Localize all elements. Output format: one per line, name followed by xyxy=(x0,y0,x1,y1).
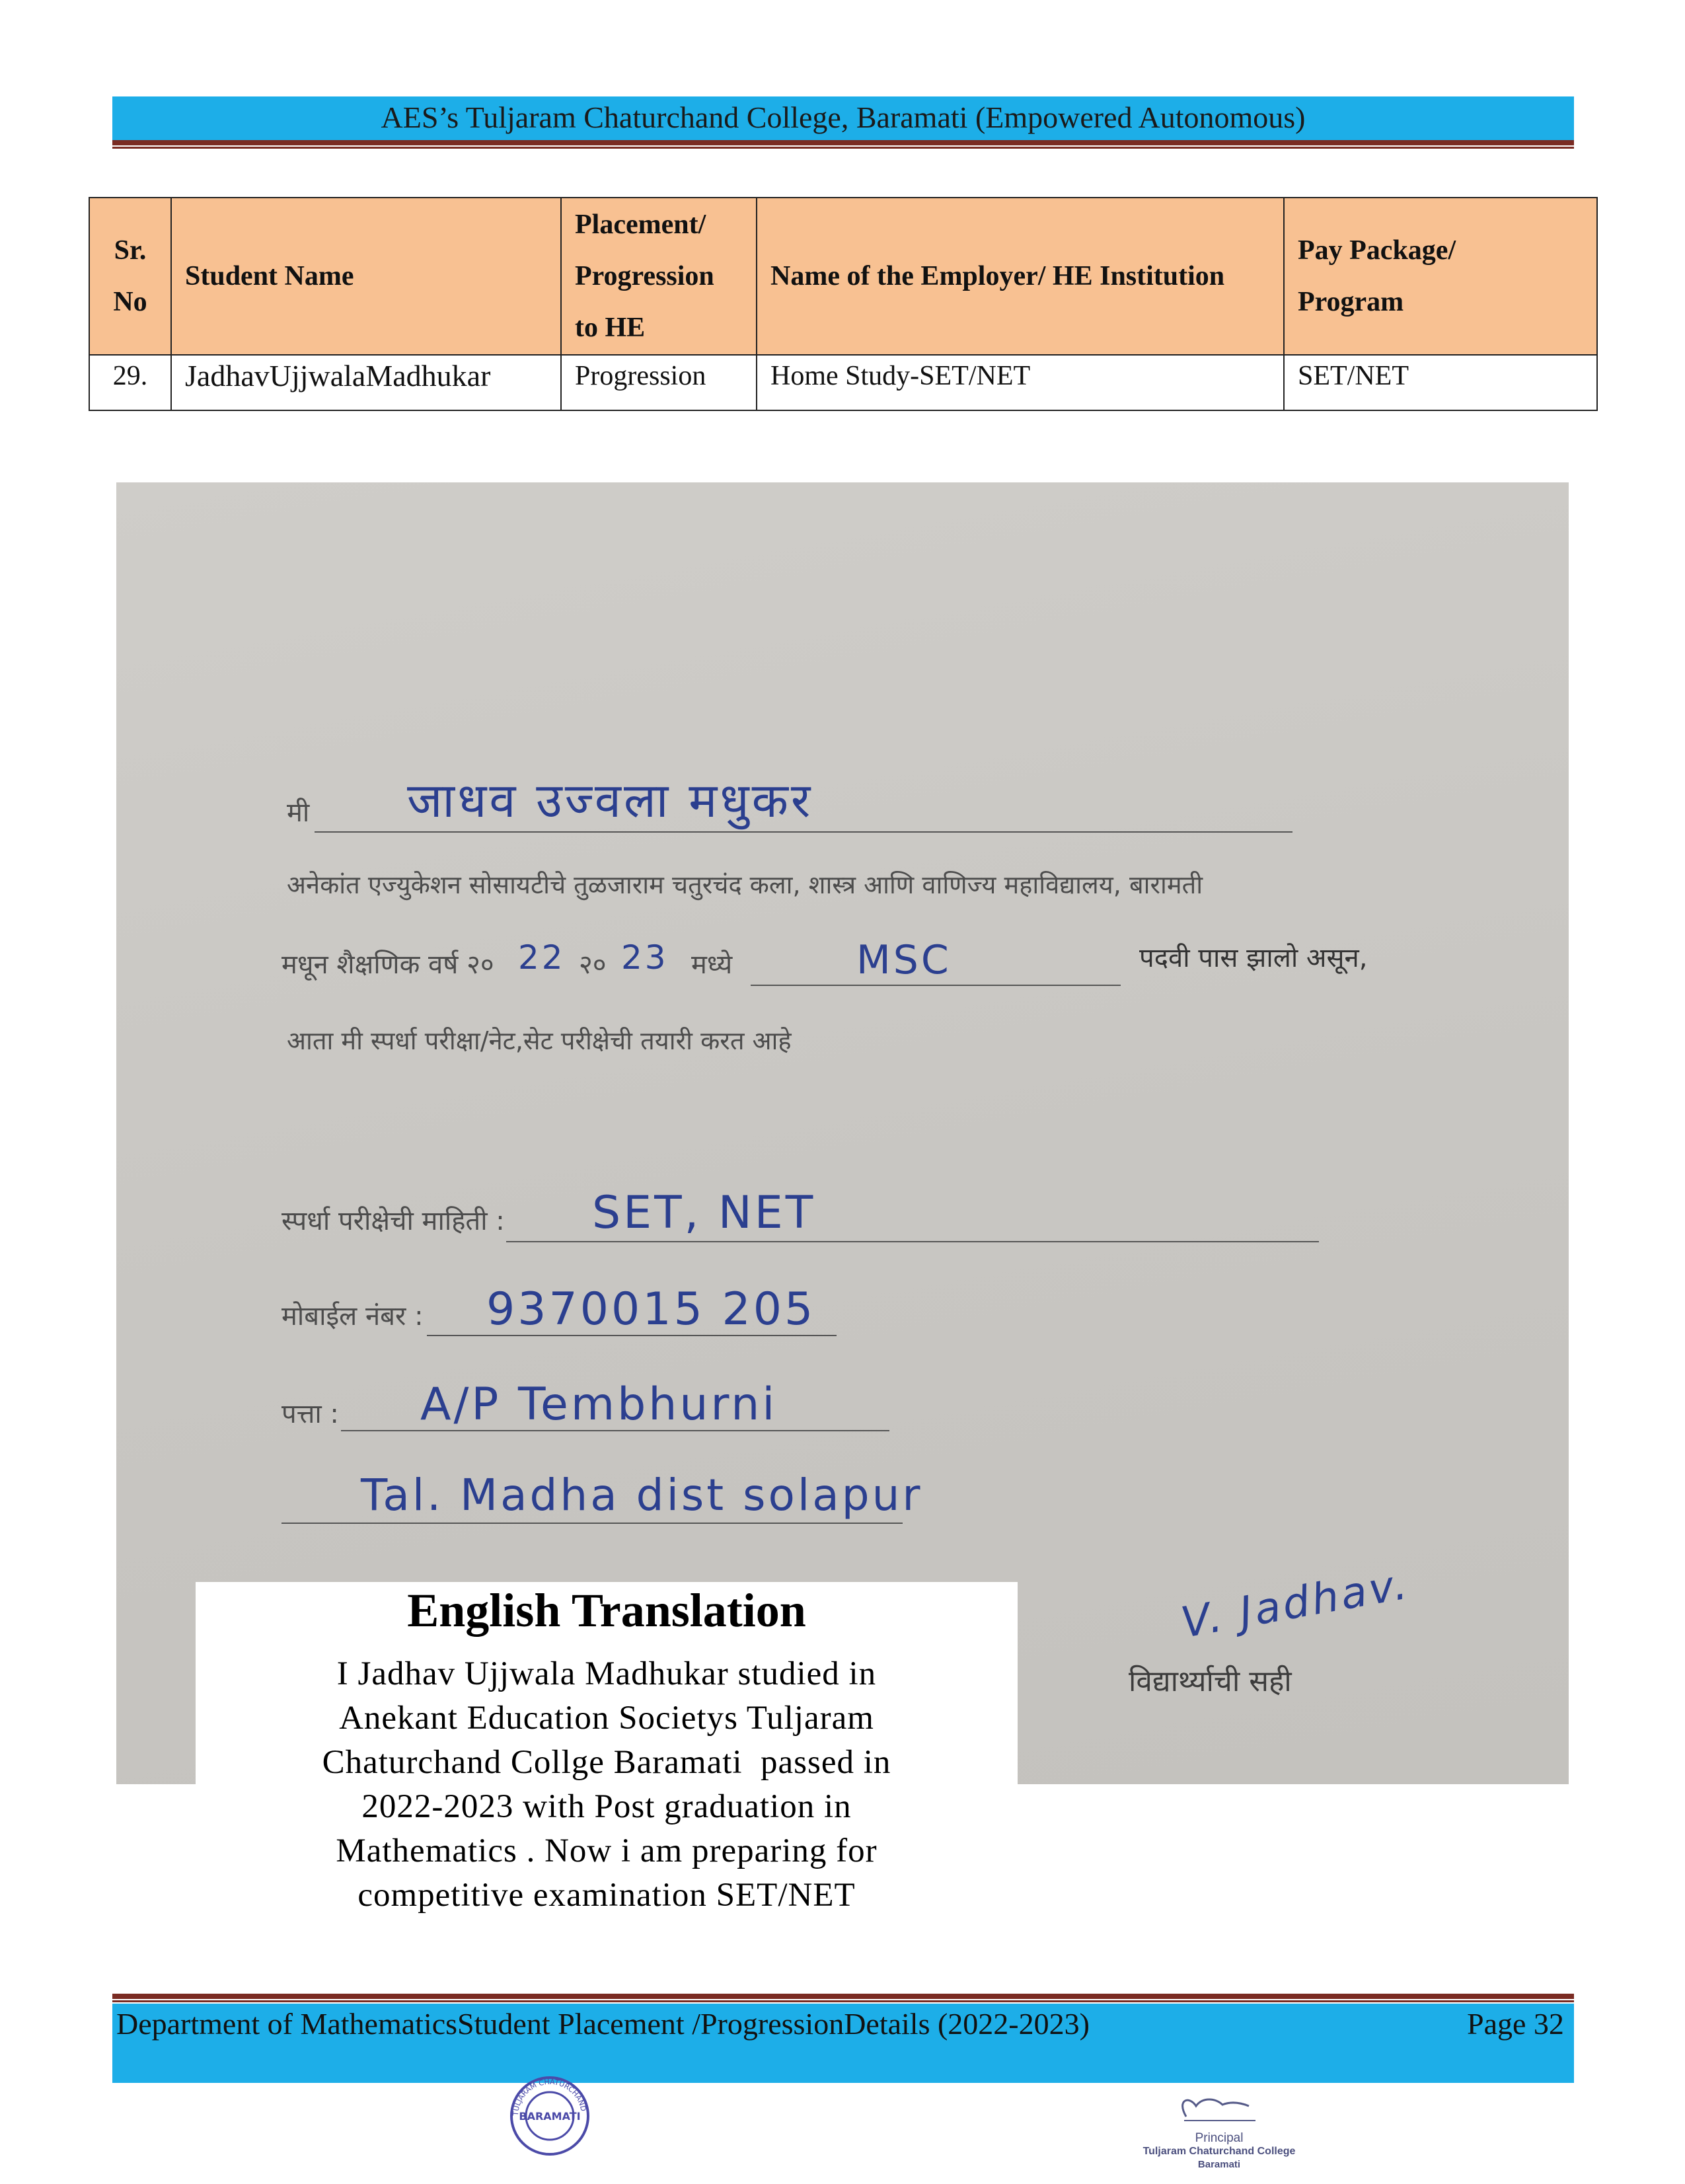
footer-department: Department of MathematicsStudent Placement /ProgressionDetails (2022-2023) xyxy=(116,2007,1090,2041)
translation-title: English Translation xyxy=(407,1584,806,1637)
handwritten-degree: MSC xyxy=(856,937,952,983)
header-title: AES’s Tuljaram Chaturchand College, Baramati (Empowered Autonomous) xyxy=(381,100,1306,134)
form-underline xyxy=(506,1241,1319,1242)
header-rule xyxy=(112,140,1574,145)
translation-line: I Jadhav Ujjwala Madhukar studied in xyxy=(336,1655,877,1692)
form-underline xyxy=(281,1523,903,1524)
signature-label: विद्यार्थ्याची सही xyxy=(1129,1665,1292,1698)
form-prefix-label: मी xyxy=(287,798,310,828)
translation-body xyxy=(196,1652,1018,1918)
translation-line: Mathematics . Now i am preparing for xyxy=(336,1832,878,1869)
handwritten-mobile: 9370015 205 xyxy=(486,1283,816,1336)
handwritten-address-2: Tal. Madha dist solapur xyxy=(361,1470,923,1521)
translation-line: Anekant Education Societys Tuljaram xyxy=(339,1700,874,1737)
table-header-row xyxy=(89,198,1597,355)
form-year-mid: २० xyxy=(579,950,607,980)
translation-line: 2022-2023 with Post graduation in xyxy=(361,1788,852,1825)
form-underline xyxy=(315,831,1292,833)
cell-placement: Progression xyxy=(561,355,757,410)
header-employer: Name of the Employer/ HE Institution xyxy=(757,198,1284,355)
form-underline xyxy=(751,985,1121,986)
principal-stamp xyxy=(1123,2091,1315,2181)
form-college-line: अनेकांत एज्युकेशन सोसायटीचे तुळजाराम चतुरचंद कला, शास्त्र आणि वाणिज्य महाविद्यालय, बारामती xyxy=(287,870,1203,899)
form-preparing-line: आता मी स्पर्धा परीक्षा/नेट,सेट परीक्षेची तयारी करत आहे xyxy=(287,1026,792,1055)
handwritten-exam: SET, NET xyxy=(592,1187,816,1239)
form-exam-label: स्पर्धा परीक्षेची माहिती : xyxy=(281,1206,505,1236)
svg-text:BARAMATI: BARAMATI xyxy=(519,2110,581,2123)
college-seal xyxy=(509,2075,591,2157)
header-placement: Placement/ Progression to HE xyxy=(561,198,757,355)
cell-employer: Home Study-SET/NET xyxy=(757,355,1284,410)
form-degree-suffix: पदवी पास झालो असून, xyxy=(1139,943,1368,973)
form-mobile-label: मोबाईल नंबर : xyxy=(281,1301,424,1332)
svg-text:TULJARAM CHATURCHAND COLLEGE: TULJARAM CHATURCHAND xyxy=(511,2077,588,2117)
header-student-name: Student Name xyxy=(171,198,561,355)
principal-title: Principal xyxy=(1195,2131,1244,2145)
form-address-label: पत्ता : xyxy=(281,1399,339,1429)
handwritten-year-to: 23 xyxy=(621,938,669,977)
cell-sr: 29. xyxy=(89,355,171,410)
translation-line: Chaturchand Collge Baramati passed in xyxy=(322,1744,891,1781)
principal-city: Baramati xyxy=(1197,2159,1241,2170)
footer-rule-thin xyxy=(112,2000,1574,2002)
page-number: Page 32 xyxy=(1467,2007,1564,2041)
placement-table xyxy=(89,197,1598,411)
header-pay-package: Pay Package/ Program xyxy=(1284,198,1597,355)
handwritten-name: जाधव उज्वला मधुकर xyxy=(407,772,813,828)
student-signature: V. Jadhav. xyxy=(1178,1560,1413,1648)
translation-line: competitive examination SET/NET xyxy=(357,1877,856,1914)
handwritten-year-from: 22 xyxy=(518,938,566,977)
handwritten-address-1: A/P Tembhurni xyxy=(420,1378,778,1431)
principal-college: Tuljaram Chaturchand College xyxy=(1142,2146,1296,2157)
cell-student-name: JadhavUjjwalaMadhukar xyxy=(171,355,561,410)
header-rule-thin xyxy=(112,147,1574,149)
cell-pay: SET/NET xyxy=(1284,355,1597,410)
form-year-label: मधून शैक्षणिक वर्ष २० xyxy=(281,950,494,980)
footer-rule xyxy=(112,1994,1574,1999)
form-in-label: मध्ये xyxy=(691,950,733,980)
header-sr-no: Sr. No xyxy=(89,198,171,355)
table-row xyxy=(89,355,1597,410)
